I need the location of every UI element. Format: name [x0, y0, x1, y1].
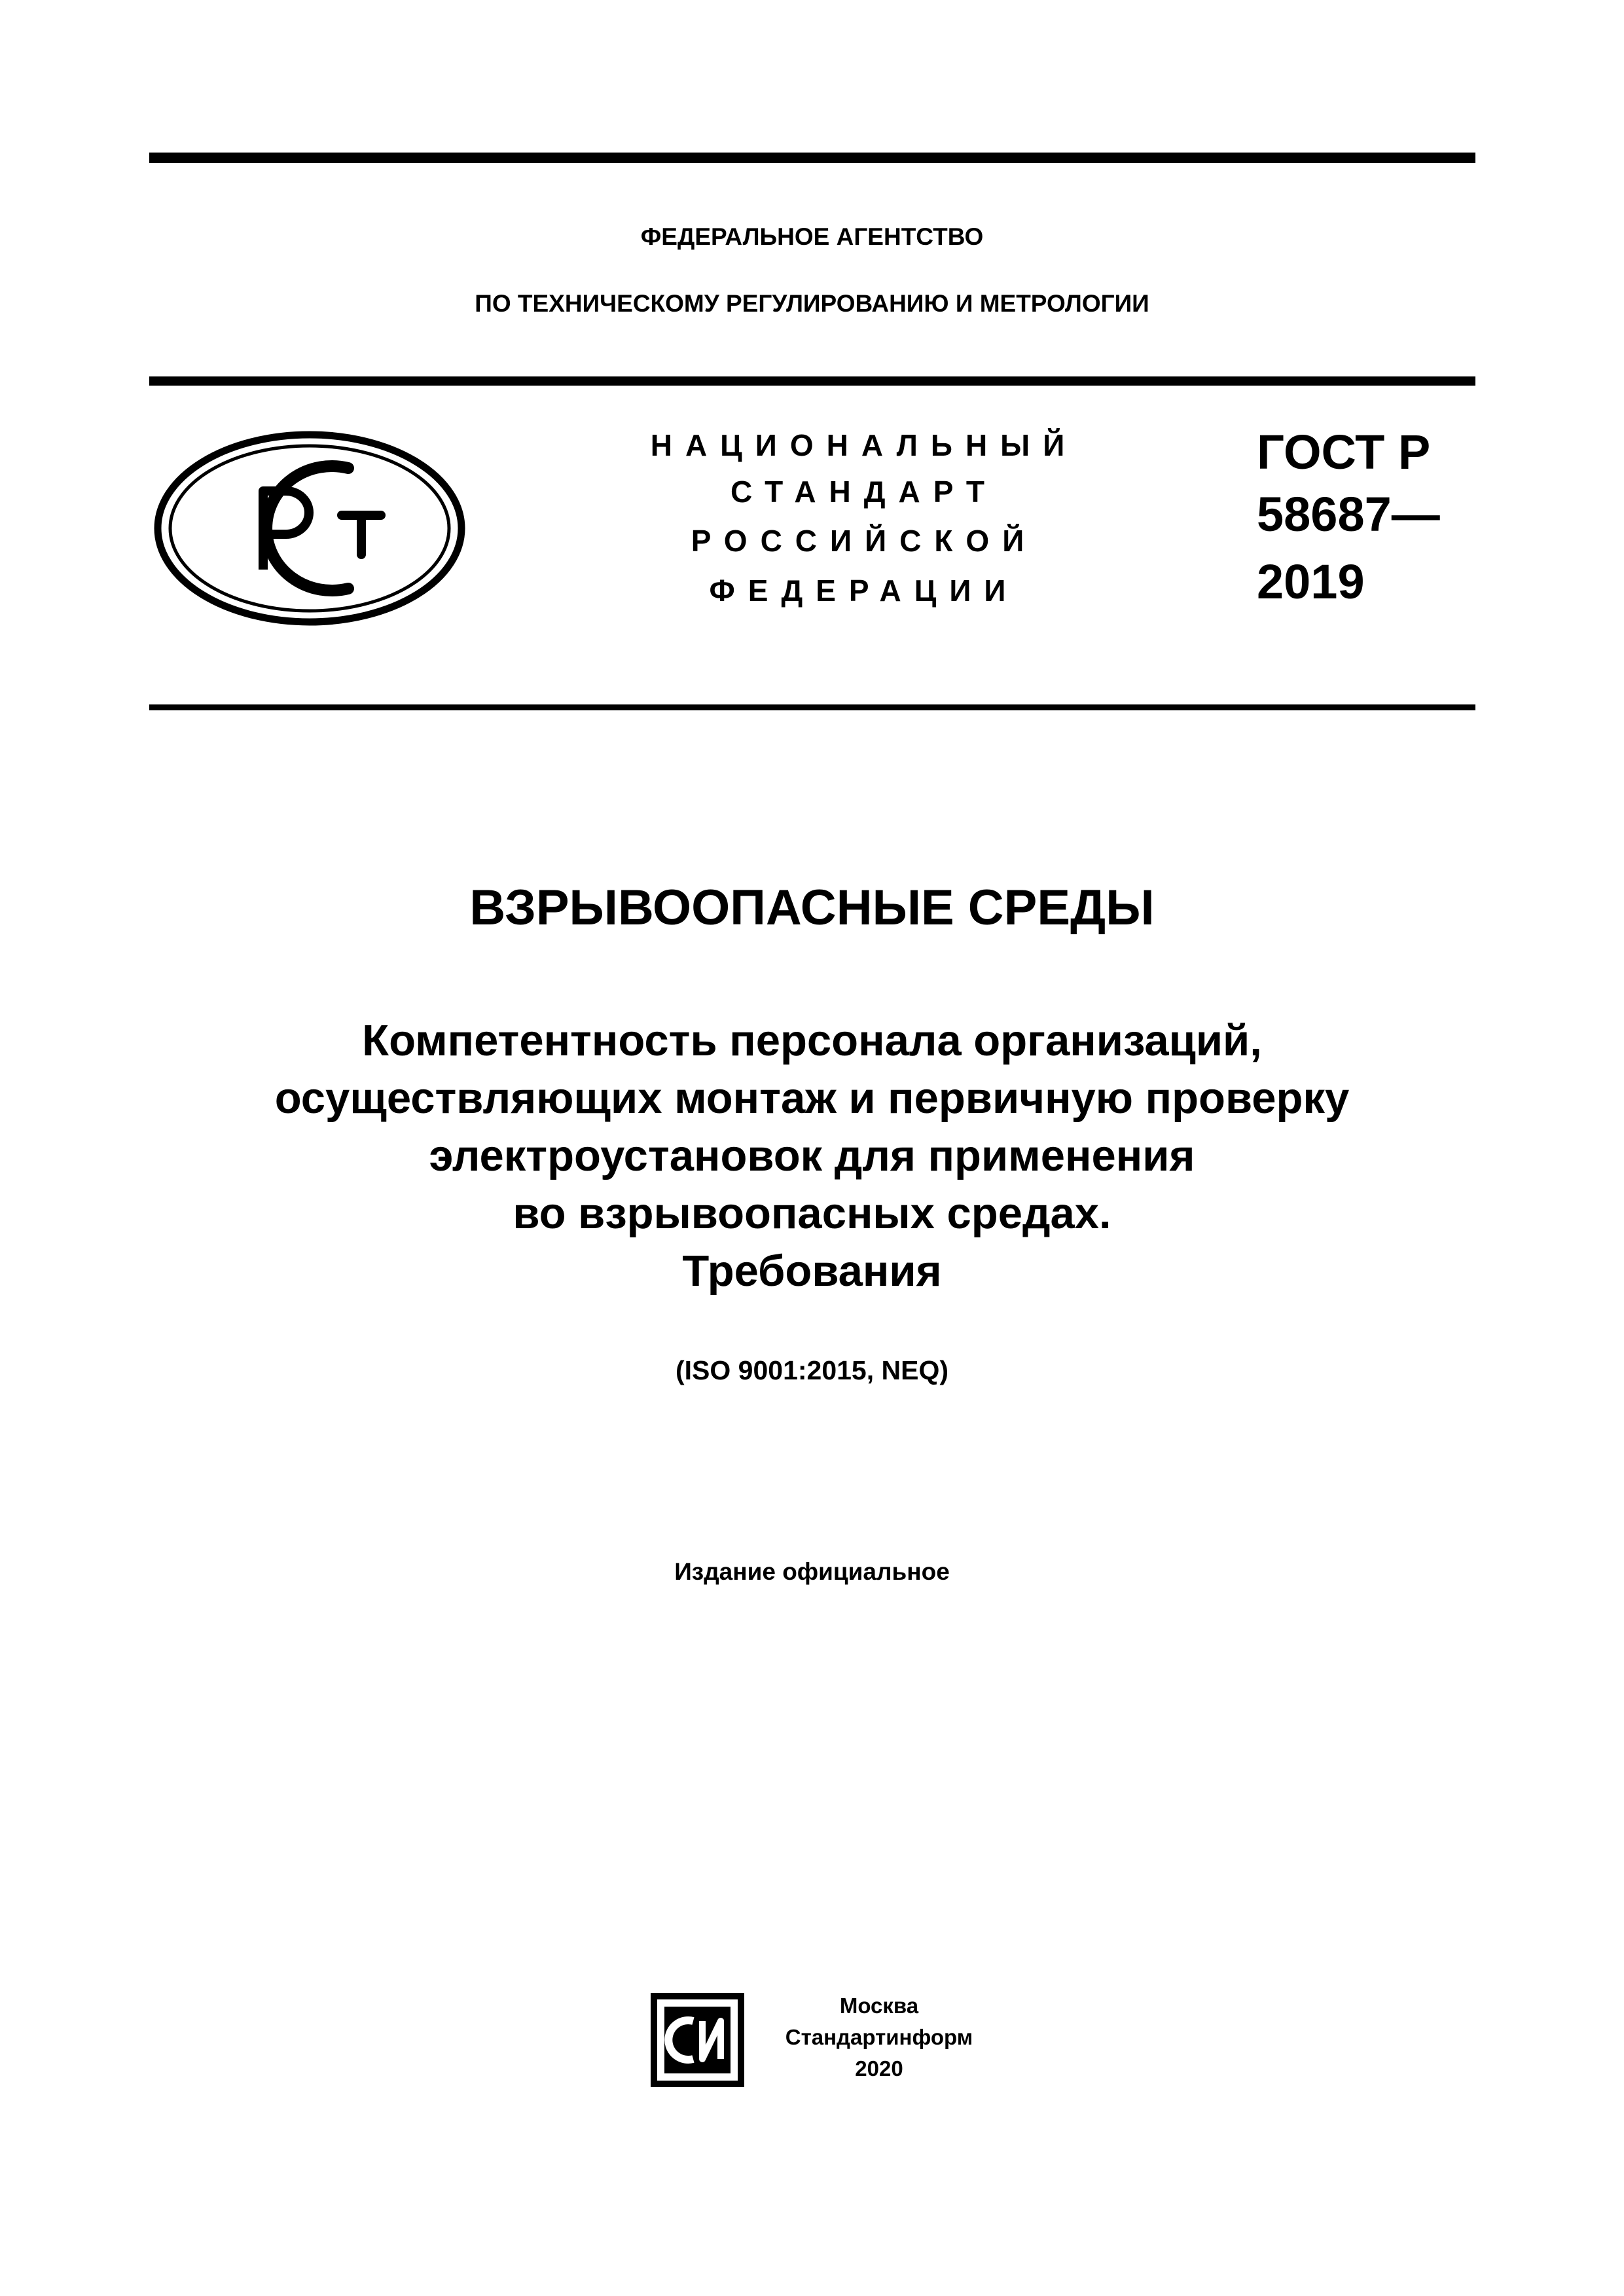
- standartinform-logo-icon: [650, 1992, 745, 2088]
- publisher-year: 2020: [855, 2056, 903, 2081]
- rst-certification-mark-icon: [152, 429, 467, 628]
- subtitle-line-5: Требования: [682, 1247, 942, 1296]
- agency-line-1: ФЕДЕРАЛЬНОЕ АГЕНТСТВО: [640, 223, 984, 250]
- top-rule: [149, 153, 1475, 163]
- standard-type-line-2: СТАНДАРТ: [731, 475, 998, 509]
- standard-type-line-3: РОССИЙСКОЙ: [691, 524, 1038, 558]
- document-title: ВЗРЫВООПАСНЫЕ СРЕДЫ: [469, 880, 1155, 936]
- middle-rule: [149, 376, 1475, 386]
- subtitle-line-3: электроустановок для применения: [429, 1131, 1195, 1180]
- subtitle-line-4: во взрывоопасных средах.: [513, 1189, 1111, 1238]
- agency-line-2: ПО ТЕХНИЧЕСКОМУ РЕГУЛИРОВАНИЮ И МЕТРОЛОГИИ: [475, 290, 1149, 317]
- edition-label: Издание официальное: [674, 1558, 950, 1585]
- standard-type-line-1: НАЦИОНАЛЬНЫЙ: [650, 428, 1078, 462]
- standard-type-line-4: ФЕДЕРАЦИИ: [709, 574, 1019, 608]
- lower-rule: [149, 704, 1475, 710]
- designation-line-3: 2019: [1257, 555, 1365, 609]
- designation-line-1: ГОСТ Р: [1257, 425, 1431, 479]
- iso-reference: (ISO 9001:2015, NEQ): [675, 1355, 949, 1385]
- subtitle-line-1: Компетентность персонала организаций,: [362, 1016, 1262, 1065]
- designation-line-2: 58687—: [1257, 487, 1440, 541]
- publisher-city: Москва: [839, 1994, 919, 2018]
- publisher-name: Стандартинформ: [785, 2025, 973, 2049]
- subtitle-line-2: осуществляющих монтаж и первичную проверку: [274, 1074, 1350, 1123]
